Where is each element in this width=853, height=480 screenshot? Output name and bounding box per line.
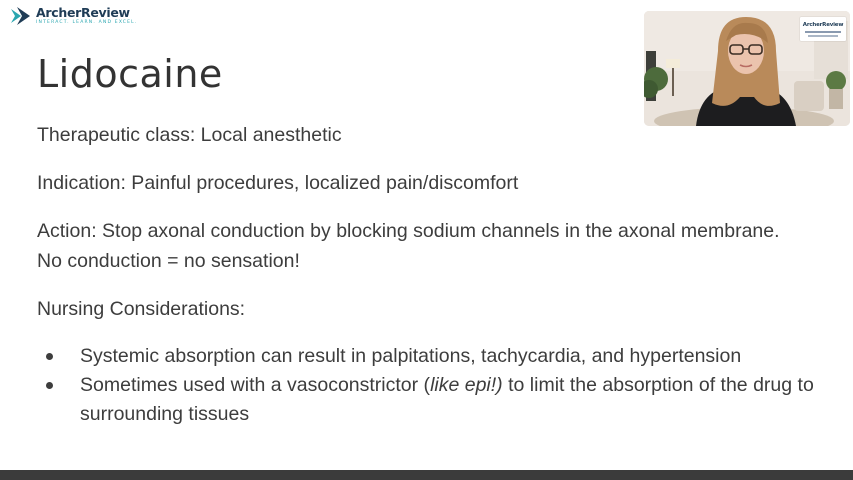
logo-name: ArcherReview [36, 4, 130, 20]
archer-review-logo-icon [10, 6, 32, 26]
list-item [37, 342, 827, 371]
presenter-webcam [644, 11, 850, 126]
list-item [37, 371, 827, 429]
nursing-considerations-heading: Nursing Considerations: [37, 298, 246, 320]
bullet-text: Systemic absorption can result in palpitations, tachycardia, and hypertension [80, 345, 742, 367]
indication-text: Indication: Painful procedures, localized pain/discomfort [37, 172, 519, 194]
webcam-badge-name: ArcherReview [802, 21, 844, 28]
therapeutic-class-text: Therapeutic class: Local anesthetic [37, 124, 342, 146]
webcam-name-badge [800, 17, 846, 41]
bullet-text-italic: like epi!) [430, 374, 503, 396]
nursing-considerations-list [37, 342, 827, 429]
webcam-badge-line [808, 35, 838, 37]
archer-review-logo [10, 6, 138, 26]
logo-tagline: INTERACT. LEARN. AND EXCEL. [36, 20, 138, 25]
bullet-text-start: Sometimes used with a vasoconstrictor ( [80, 374, 431, 396]
slide-title: Lidocaine [37, 52, 223, 96]
bullet-dot-icon [46, 353, 53, 360]
action-text: Action: Stop axonal conduction by blocking sodium channels in the axonal membrane. No conduction = no sensation! [37, 220, 780, 272]
bullet-text-end: to limit the absorption of the drug to surrounding tissues [80, 374, 814, 425]
bottom-bar [0, 470, 853, 480]
bullet-dot-icon [46, 382, 53, 389]
webcam-badge-line [805, 31, 841, 33]
